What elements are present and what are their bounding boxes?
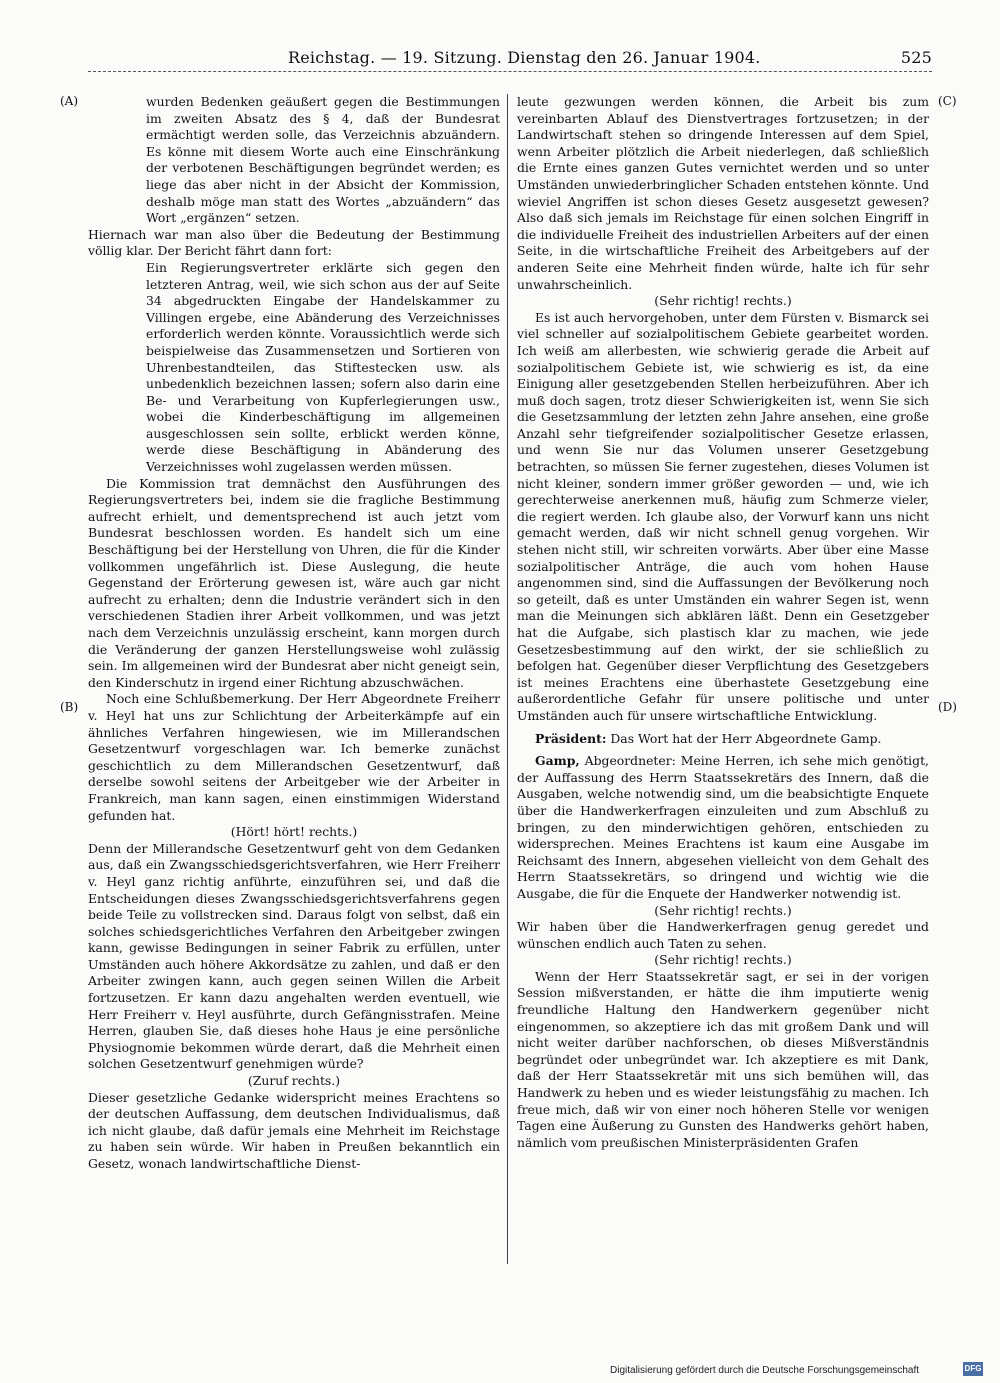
left-column: [88, 94, 500, 1173]
paragraph: leute gezwungen werden können, die Arbeit bis zum vereinbarten Ablauf des Dienstvertrages fortzusetzen; in der Landwirtschaft stehen so dringende Interessen auf dem Spiel, wenn Arbeiter plötzlich die Arbeit niederlegen, daß schließlich die Ernte eines ganzen Gutes vernichtet werden und so unter Umständen unwiederbringlicher Schaden entstehen könnte. Und wieviel Angriffen ist schon dieses Gesetz ausgesetzt gewesen? Also daß sich jemals im Reichstage für einen solchen Eingriff in die individuelle Freiheit des industriellen Arbeiters auf der einen Seite, in die wirtschaftliche Freiheit des Arbeitgebers auf der anderen Seite eine Mehrheit finden würde, halte ich für sehr unwahrscheinlich.: [517, 94, 929, 292]
page-header: [88, 48, 932, 72]
paragraph: Hiernach war man also über die Bedeutung der Bestimmung völlig klar. Der Bericht fährt dann fort:: [88, 226, 500, 259]
interjection: (Hört! hört! rechts.): [230, 824, 358, 840]
statement-text: Abgeordneter: Meine Herren, ich sehe mich genötigt, der Auffassung des Herrn Staatssekretärs des Innern, daß die Ausgaben, welche notwendig sind, um die beabsichtigte Enquete über die Handwerkerfragen einzuleiten und zum Abschluß zu bringen, zu den minderwichtigen gehören, entschieden zu widersprechen. Meines Erachtens ist kaum eine Ausgabe im Reichsamt des Innern, abgesehen vielleicht von dem Gehalt des Herrn Staatssekretärs, so dringend und wichtig wie die Ausgabe, die für die Enquete der Handwerker notwendig ist.: [517, 753, 929, 901]
president-statement: [517, 731, 929, 748]
interjection: (Sehr richtig! rechts.): [654, 902, 792, 918]
paragraph: Es ist auch hervorgehoben, unter dem Fürsten v. Bismarck sei viel schneller auf sozialpolitischem Gebiete gearbeitet worden. Ich weiß am allerbesten, wie schwierig gerade die Arbeit auf sozialpolitischem Gebiete ist, wie schwierig es ist, da eine Einigung aller gesetzgebenden Stellen herbeizuführen. Aber ich muß doch sagen, trotz dieser Schwierigkeiten ist, wenn Sie sich die Gesetzsammlung der letzten zehn Jahre ansehen, eine große Anzahl sehr tiefgreifender sozialpolitischer Gesetze erlassen, und wenn Sie nur das Volumen unserer Gesetzgebung betrachten, so müssen Sie ferner zugestehen, dieses Volumen ist nicht kleiner, sondern immer größer geworden — und, wie ich gerechterweise anerkennen muß, häufig zum Schmerze vieler, die regiert werden. Ich glaube also, der Vorwurf kann uns nicht gemacht werden, daß wir nicht schnell genug vorgehen. Wir stehen nicht still, wir schreiten vorwärts. Aber über eine Masse sozialpolitischer Anträge, die auch vom hohen Hause angenommen sind, sind die Auffassungen der Bevölkerung noch so geteilt, daß es unter Umständen ein wahrer Segen ist, wenn man die Meinungen sich abklären läßt. Denn ein Gesetzgeber hat die Aufgabe, sich plastisch klar zu machen, wie jede Gesetzesbestimmung auf den wirkt, der sie schließlich zu befolgen hat. Gegenüber dieser Verpflichtung des Gesetzgebers ist meines Erachtens eine überhastete Gesetzgebung eine außerordentliche Gefahr für unsere politische und unter Umständen auch für unsere wirtschaftliche Entwicklung.: [517, 309, 929, 723]
right-column: [517, 94, 929, 1151]
paragraph: Wenn der Herr Staatssekretär sagt, er sei in der vorigen Session mißverstanden, er hätte die ihm imputierte wenig freundliche Haltung den Handwerkern gegenüber nicht eingenommen, so akzeptiere ich das mit großem Dank und will nicht weiter darüber nachforschen, ob dieses Mißverständnis begründet oder unbegründet war. Ich akzeptiere es mit Dank, daß der Herr Staatssekretär mit uns sich bemühen will, das Handwerk zu heben und es wieder leistungsfähig zu machen. Ich freue mich, daß wir von einer noch höheren Stelle vor wenigen Tagen eine Äußerung zu Gunsten des Handwerks gehört haben, nämlich vom preußischen Ministerpräsidenten Grafen: [517, 968, 929, 1150]
interjection: (Zuruf rechts.): [247, 1073, 341, 1089]
paragraph: Wir haben über die Handwerkerfragen genug geredet und wünschen endlich auch Taten zu sehen.: [517, 919, 929, 951]
paragraph: Ein Regierungsvertreter erklärte sich gegen den letzteren Antrag, weil, wie sich schon aus der auf Seite 34 abgedruckten Eingabe der Handelskammer zu Villingen ergebe, eine Abänderung des Verzeichnisses erforderlich werden könnte. Voraussichtlich werde sich beispielweise das Zusammensetzen und Sortieren von Uhrenbestandteilen, das Stiftestecken usw. als unbedenklich bezeichnen lassen; sofern also darin eine Be- und Verarbeitung von Kupferlegierungen usw., wobei die Kinderbeschäftigung im allgemeinen ausgeschlossen sein sollte, erblickt werden könne, werde diese Beschäftigung in Abänderung des Verzeichnisses wohl zugelassen werden müssen.: [146, 259, 500, 475]
speaker-label: Präsident:: [535, 730, 607, 746]
header-rule: [88, 71, 932, 72]
column-divider: [507, 94, 508, 1264]
speaker-label: Gamp,: [535, 753, 580, 769]
margin-marker-d: (D): [938, 700, 957, 714]
paragraph: Noch eine Schlußbemerkung. Der Herr Abgeordnete Freiherr v. Heyl hat uns zur Schlichtung der Arbeiterkämpfe auf ein ähnliches Verfahren hingewiesen, wie im Millerandschen Gesetzentwurf vorgeschlagen war. Ich bemerke zunächst geschichtlich zu dem Millerandschen Gesetzentwurf, daß derselbe sowohl seitens der Arbeitgeber wie der Arbeiter in Frankreich, man kann sagen, einen einstimmigen Widerstand gefunden hat.: [88, 691, 500, 823]
paragraph: wurden Bedenken geäußert gegen die Bestimmungen im zweiten Absatz des § 4, daß der Bundesrat ermächtigt werden solle, das Verzeichnis abzuändern. Es könne mit diesem Worte auch eine Einschränkung der verbotenen Beschäftigungen begründet werden; es liege das aber nicht in der Absicht der Kommission, deshalb möge man statt des Wortes „abzuändern“ das Wort „ergänzen“ setzen.: [146, 94, 500, 226]
interjection: (Sehr richtig! rechts.): [654, 293, 792, 309]
dfg-logo: DFG: [963, 1362, 983, 1376]
gamp-speech: [517, 753, 929, 902]
paragraph: Die Kommission trat demnächst den Ausführungen des Regierungsvertreters bei, indem sie die fragliche Bestimmung aufrecht erhielt, und dementsprechend ist auch jetzt vom Bundesrat beschlossen worden. Es handelt sich um eine Beschäftigung bei der Herstellung von Uhren, die für die Kinder vollkommen ungefährlich ist. Diese Auslegung, die heute Gegenstand der Erörterung gewesen ist, wäre auch gar nicht aufrecht zu erhalten; denn die Industrie verändert sich in den verschiedenen Stadien ihrer Arbeit vollkommen, und was jetzt nach dem Verzeichnis unzulässig erscheint, kann morgen durch die Veränderung der ganzen Herstellungsweise wohl zulässig sein. Im allgemeinen wird der Bundesrat aber nicht geneigt sein, den Kinderschutz in irgend einer Richtung abzuschwächen.: [88, 475, 500, 690]
page-number: 525: [900, 48, 932, 67]
paragraph: Dieser gesetzliche Gedanke widerspricht meines Erachtens so der deutschen Auffassung, dem deutschen Individualismus, daß ich nicht glaube, daß dafür jemals eine Mehrheit im Reichstage zu haben sein würde. Wir haben in Preußen bekanntlich ein Gesetz, wonach landwirtschaftliche Dienst-: [88, 1089, 500, 1171]
margin-marker-a: (A): [60, 94, 79, 108]
margin-marker-c: (C): [938, 94, 957, 108]
statement-text: Das Wort hat der Herr Abgeordnete Gamp.: [610, 730, 882, 746]
paragraph: Denn der Millerandsche Gesetzentwurf geht von dem Gedanken aus, daß ein Zwangsschiedsgerichtsverfahren, wie Herr Freiherr v. Heyl ganz richtig anführte, einzuführen sei, und daß die Entscheidungen dieses Zwangsschiedsgerichtsverfahrens gegen beide Teile zu vollstrecken sind. Daraus folgt von selbst, daß ein solches schiedsgerichtliches Verfahren den Arbeitgeber zwingen kann, gewisse Bedingungen in seiner Fabrik zu erfüllen, unter Umständen auch höhere Akkordsätze zu zahlen, und daß er den Arbeiter zwingen kann, auch gegen seinen Willen die Arbeit fortzusetzen. Er kann dazu angehalten werden eventuell, wie Herr Freiherr v. Heyl ausführte, durch Gefängnisstrafen. Meine Herren, glauben Sie, daß dieses hohe Haus je eine persönliche Physiognomie bekommen würde derart, daß die Mehrheit einen solchen Gesetzentwurf genehmigen würde?: [88, 840, 500, 1072]
interjection: (Sehr richtig! rechts.): [654, 952, 792, 968]
margin-marker-b: (B): [60, 700, 79, 714]
footer-credit: Digitalisierung gefördert durch die Deutsche Forschungsgemeinschaft: [610, 1365, 920, 1376]
page-header-title: Reichstag. — 19. Sitzung. Dienstag den 26. Januar 1904.: [288, 48, 761, 67]
